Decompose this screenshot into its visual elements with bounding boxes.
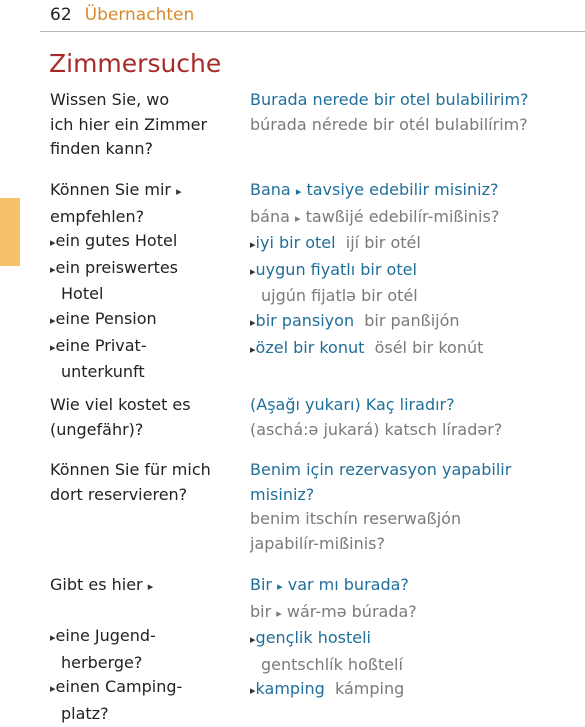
q2-german: Können Sie mir ▸ empfehlen? ▸ein gutes Hotel ▸ein preiswertes Hotel ▸eine Pension ▸eine Privat- unterkunft (50, 180, 182, 382)
arrow-icon: ▸ (250, 633, 256, 647)
q1-turkish (250, 88, 580, 137)
arrow-icon: ▸ (250, 315, 256, 329)
arrow-icon: ▸ (250, 342, 256, 356)
arrow-icon: ▸ (295, 211, 301, 225)
arrow-icon: ▸ (50, 313, 56, 327)
arrow-icon: ▸ (176, 185, 182, 198)
q2-turkish: Bana ▸ tavsiye edebilir misiniz? bána ▸ tawßijé edebilír-mißinis? ▸iyi bir otel ijí bir otél ▸uygun fiyatlı bir otel ujgún fijatlə bir otél ▸bir pansiyon bir panßijón ▸özel bir konut ösél bir konút (250, 180, 500, 357)
arrow-icon: ▸ (147, 580, 154, 593)
q1-german: Wissen Sie, wo ich hier ein Zimmer finden kann? (50, 90, 208, 159)
q5-german: Gibt es hier ▸ ▸eine Jugend- herberge? ▸einen Camping- platz? (50, 575, 183, 723)
arrow-icon: ▸ (50, 631, 56, 645)
q3-german: Wie viel kostet es (ungefähr)? (50, 395, 191, 439)
arrow-icon: ▸ (250, 264, 256, 278)
section-title: Übernachten (84, 5, 195, 25)
arrow-icon: ▸ (50, 236, 56, 250)
page-number: 62 (50, 5, 72, 25)
q4-german: Können Sie für mich dort reservieren? (50, 460, 211, 504)
running-header (50, 4, 194, 26)
arrow-icon: ▸ (50, 340, 56, 354)
translation: (Aşağı yukarı) Kaç liradır? (250, 395, 455, 414)
header-rule (40, 31, 585, 32)
arrow-icon: ▸ (50, 682, 56, 696)
q4-turkish: Benim için rezervasyon yapabilir misiniz? benim itschín reserwaßjón japabilír-mißinis? (250, 460, 512, 553)
arrow-icon: ▸ (277, 580, 283, 593)
pronunciation: búrada nérede bir otél bulabilírim? (250, 114, 528, 134)
translation: Burada nerede bir otel bulabilirim? (250, 90, 529, 109)
page-title: Zimmersuche (49, 49, 222, 78)
arrow-icon: ▸ (295, 185, 302, 198)
q3-turkish (250, 393, 580, 442)
q5-turkish: Bir ▸ var mı burada? bir ▸ wár-mə búrada? ▸gençlik hosteli gentschlík hoßtelí ▸kamping kámping (250, 575, 417, 699)
arrow-icon: ▸ (250, 684, 256, 698)
pronunciation: (aschá:ə jukará) katsch líradər? (250, 419, 503, 439)
thumb-index-tab (0, 198, 20, 266)
arrow-icon: ▸ (250, 238, 256, 252)
arrow-icon: ▸ (276, 606, 282, 620)
arrow-icon: ▸ (50, 262, 56, 276)
